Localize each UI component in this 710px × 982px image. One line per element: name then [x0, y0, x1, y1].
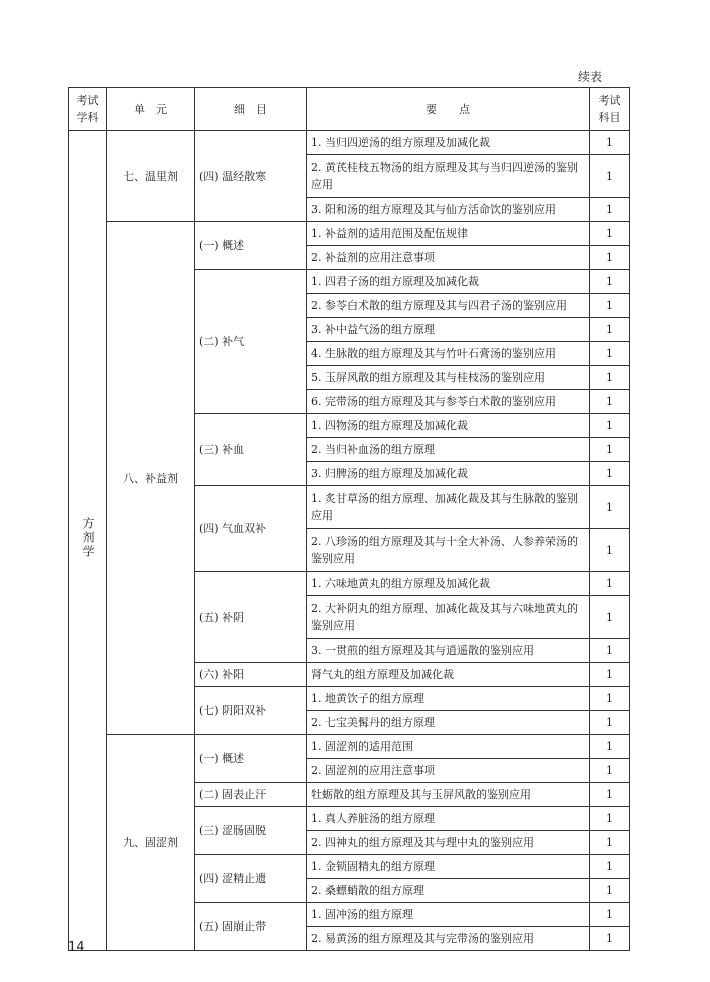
- page-number: 14: [68, 940, 85, 955]
- detail-cell: (一) 概述: [195, 222, 307, 270]
- point-cell: 2. 黄芪桂枝五物汤的组方原理及其与当归四逆汤的鉴别应用: [307, 155, 590, 198]
- detail-cell: (五) 补阴: [195, 572, 307, 663]
- point-cell: 肾气丸的组方原理及加减化裁: [307, 663, 590, 687]
- exam-subject-cell: 1: [590, 462, 630, 486]
- exam-subject-cell: 1: [590, 639, 630, 663]
- exam-subject-cell: 1: [590, 270, 630, 294]
- detail-cell: (四) 气血双补: [195, 486, 307, 572]
- exam-subject-cell: 1: [590, 131, 630, 155]
- unit-cell: 九、固涩剂: [107, 735, 195, 951]
- exam-subject-cell: 1: [590, 414, 630, 438]
- subject-label: 方剂学: [81, 517, 95, 559]
- exam-subject-cell: 1: [590, 596, 630, 639]
- exam-subject-cell: 1: [590, 342, 630, 366]
- point-cell: 3. 阳和汤的组方原理及其与仙方活命饮的鉴别应用: [307, 198, 590, 222]
- table-row: [69, 222, 630, 246]
- detail-cell: (二) 补气: [195, 270, 307, 414]
- point-cell: 1. 四君子汤的组方原理及加减化裁: [307, 270, 590, 294]
- point-cell: 2. 补益剂的应用注意事项: [307, 246, 590, 270]
- exam-subject-cell: 1: [590, 318, 630, 342]
- point-cell: 3. 归脾汤的组方原理及加减化裁: [307, 462, 590, 486]
- point-cell: 1. 金锁固精丸的组方原理: [307, 855, 590, 879]
- point-cell: 1. 炙甘草汤的组方原理、加减化裁及其与生脉散的鉴别应用: [307, 486, 590, 529]
- table-header-row: [69, 88, 630, 131]
- detail-cell: (三) 涩肠固脱: [195, 807, 307, 855]
- exam-subject-cell: 1: [590, 222, 630, 246]
- exam-subject-cell: 1: [590, 294, 630, 318]
- detail-cell: (一) 概述: [195, 735, 307, 783]
- exam-subject-cell: 1: [590, 155, 630, 198]
- exam-subject-cell: 1: [590, 783, 630, 807]
- detail-cell: (五) 固崩止带: [195, 903, 307, 951]
- exam-subject-cell: 1: [590, 687, 630, 711]
- point-cell: 牡蛎散的组方原理及其与玉屏风散的鉴别应用: [307, 783, 590, 807]
- table-row: [69, 131, 630, 155]
- point-cell: 3. 一贯煎的组方原理及其与逍遥散的鉴别应用: [307, 639, 590, 663]
- header-points: 要 点: [307, 88, 590, 131]
- header-subject: 考试学科: [69, 88, 107, 131]
- detail-cell: (三) 补血: [195, 414, 307, 486]
- detail-cell: (六) 补阳: [195, 663, 307, 687]
- point-cell: 2. 桑螵蛸散的组方原理: [307, 879, 590, 903]
- point-cell: 2. 大补阴丸的组方原理、加减化裁及其与六味地黄丸的鉴别应用: [307, 596, 590, 639]
- point-cell: 1. 地黄饮子的组方原理: [307, 687, 590, 711]
- point-cell: 2. 七宝美髯丹的组方原理: [307, 711, 590, 735]
- header-detail: 细 目: [195, 88, 307, 131]
- exam-subject-cell: 1: [590, 438, 630, 462]
- exam-subject-cell: 1: [590, 198, 630, 222]
- detail-cell: (二) 固表止汗: [195, 783, 307, 807]
- header-unit: 单 元: [107, 88, 195, 131]
- exam-subject-cell: 1: [590, 855, 630, 879]
- point-cell: 1. 固冲汤的组方原理: [307, 903, 590, 927]
- exam-subject-cell: 1: [590, 486, 630, 529]
- continuation-label: 续表: [577, 70, 602, 84]
- subject-cell: [69, 131, 107, 951]
- syllabus-table: [68, 87, 630, 951]
- exam-subject-cell: 1: [590, 390, 630, 414]
- unit-cell: 七、温里剂: [107, 131, 195, 222]
- point-cell: 1. 补益剂的适用范围及配伍规律: [307, 222, 590, 246]
- exam-subject-cell: 1: [590, 529, 630, 572]
- point-cell: 2. 四神丸的组方原理及其与理中丸的鉴别应用: [307, 831, 590, 855]
- exam-subject-cell: 1: [590, 807, 630, 831]
- exam-subject-cell: 1: [590, 879, 630, 903]
- detail-cell: (四) 温经散寒: [195, 131, 307, 222]
- point-cell: 2. 参苓白术散的组方原理及其与四君子汤的鉴别应用: [307, 294, 590, 318]
- point-cell: 2. 固涩剂的应用注意事项: [307, 759, 590, 783]
- point-cell: 2. 易黄汤的组方原理及其与完带汤的鉴别应用: [307, 927, 590, 951]
- detail-cell: (七) 阴阳双补: [195, 687, 307, 735]
- detail-cell: (四) 涩精止遗: [195, 855, 307, 903]
- exam-subject-cell: 1: [590, 927, 630, 951]
- exam-subject-cell: 1: [590, 711, 630, 735]
- point-cell: 5. 玉屏风散的组方原理及其与桂枝汤的鉴别应用: [307, 366, 590, 390]
- point-cell: 1. 真人养脏汤的组方原理: [307, 807, 590, 831]
- point-cell: 2. 八珍汤的组方原理及其与十全大补汤、人参养荣汤的鉴别应用: [307, 529, 590, 572]
- point-cell: 6. 完带汤的组方原理及其与参苓白术散的鉴别应用: [307, 390, 590, 414]
- point-cell: 1. 当归四逆汤的组方原理及加减化裁: [307, 131, 590, 155]
- table-row: [69, 735, 630, 759]
- exam-subject-cell: 1: [590, 759, 630, 783]
- header-exam-subject: 考试科目: [590, 88, 630, 131]
- exam-subject-cell: 1: [590, 903, 630, 927]
- point-cell: 3. 补中益气汤的组方原理: [307, 318, 590, 342]
- unit-cell: 八、补益剂: [107, 222, 195, 735]
- exam-subject-cell: 1: [590, 366, 630, 390]
- exam-subject-cell: 1: [590, 831, 630, 855]
- exam-subject-cell: 1: [590, 572, 630, 596]
- table-body: [69, 131, 630, 951]
- point-cell: 2. 当归补血汤的组方原理: [307, 438, 590, 462]
- exam-subject-cell: 1: [590, 735, 630, 759]
- point-cell: 4. 生脉散的组方原理及其与竹叶石膏汤的鉴别应用: [307, 342, 590, 366]
- point-cell: 1. 固涩剂的适用范围: [307, 735, 590, 759]
- point-cell: 1. 四物汤的组方原理及加减化裁: [307, 414, 590, 438]
- point-cell: 1. 六味地黄丸的组方原理及加减化裁: [307, 572, 590, 596]
- exam-subject-cell: 1: [590, 663, 630, 687]
- exam-subject-cell: 1: [590, 246, 630, 270]
